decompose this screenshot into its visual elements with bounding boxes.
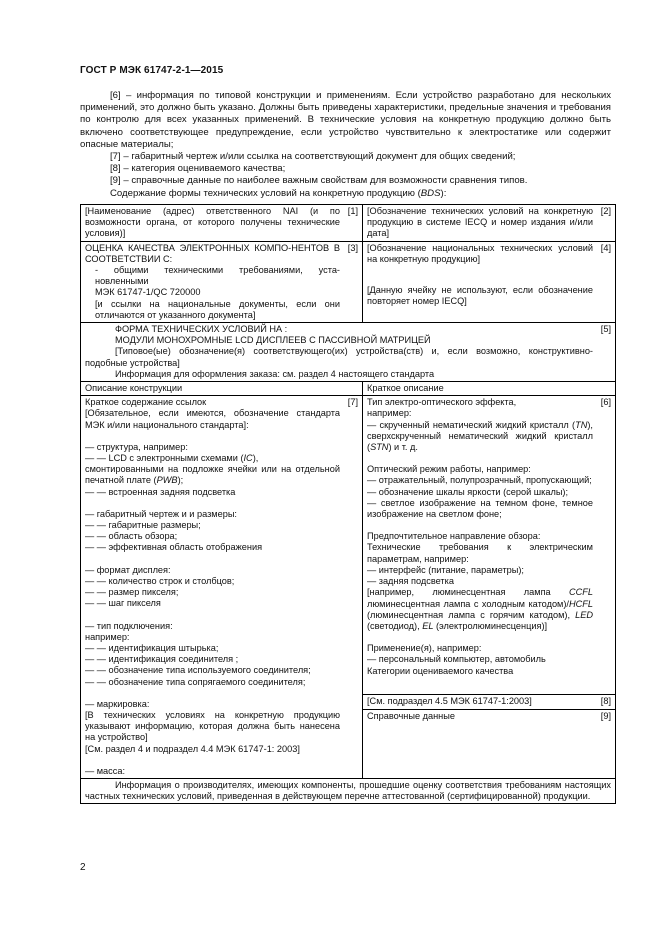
intro-item-6: [6] – информация по типовой конструкции и применениям. Если устройство разработано для нескольких применений, это должно быть указано. Должны быть приведены характеристики, предельные значения и требования по контролю для всех указанных применений. В технические условия на конкретную продукцию должно быть включено соответствующее предупреждение, если устройство чувствительно к электростатике или содержит опасные материалы; — [80, 90, 611, 150]
list-line — [367, 408, 593, 419]
list-line — [85, 397, 340, 408]
line-text: ) и т. д. — [388, 442, 418, 453]
list-line — [367, 587, 593, 632]
list-line — [367, 565, 593, 576]
line-text: Технические требования к электрическим параметрам, например: — [367, 542, 593, 564]
line-text: — — обозначение типа используемого соединителя; — [85, 665, 311, 676]
type-designation-text: [Типовое(ые) обозначение(я) соответствующего(их) устройства(ств) и, если возможно, конструктивно-подобные устройства] — [85, 346, 593, 368]
line-text: ); — [177, 475, 184, 486]
line-text: — формат дисплея: — [85, 564, 171, 575]
line-text: (светодиод), — [367, 620, 423, 631]
line-text: — отражательный, полупрозрачный, пропускающий; — [367, 475, 592, 486]
line-text: — — LCD с электронными схемами ( — [85, 453, 244, 464]
list-line — [367, 487, 593, 498]
description-cell — [363, 396, 616, 695]
line-text: — — шаг пикселя — [85, 598, 161, 609]
manufacturers-cell — [81, 778, 616, 803]
document-header: ГОСТ Р МЭК 61747-2-1—2015 — [80, 65, 224, 76]
line-text: — масса: — [85, 765, 126, 776]
line-text: ), — [252, 453, 259, 464]
list-line — [367, 453, 593, 464]
list-line — [85, 487, 340, 498]
ref-number: [8] — [600, 695, 611, 706]
line-text: Тип электро-оптического эффекта, — [367, 397, 517, 408]
list-line — [367, 420, 593, 454]
line-text: Категории оцениваемого качества — [367, 665, 514, 676]
line-text: — задняя подсветка — [367, 576, 454, 587]
national-spec-text: [Обозначение национальных технических условий на конкретную продукцию] — [367, 242, 593, 264]
list-line — [85, 699, 340, 710]
ref-number: [3] — [347, 242, 358, 253]
list-line — [85, 520, 340, 531]
spec-designation-text: [Обозначение технических условий на конкретную продукцию в системе IECQ и номер издания и/или дата] — [367, 206, 593, 239]
quality-line-3: [и ссылки на национальные документы, если они отличаются от указанного документа] — [95, 298, 340, 320]
national-spec-cell — [363, 241, 616, 322]
line-text: — персональный компьютер, автомобиль — [367, 654, 546, 665]
construction-header: Описание конструкции — [81, 382, 363, 396]
line-text: [Обязательное, если имеются, обозначение стандарта МЭК и/или национального стандарта]: — [85, 408, 340, 430]
list-line — [85, 632, 340, 643]
table-row-1 — [81, 205, 616, 242]
manufacturers-text: Информация о производителях, имеющих компоненты, прошедшие оценку соответствия требованиям настоящих частных технических условий, приведенная в действующем перечне аттестованной (сертифицированной) продукции. — [85, 779, 611, 802]
line-text: — маркировка: — [85, 698, 150, 709]
list-line — [367, 632, 593, 643]
line-text: — — область обзора; — [85, 531, 178, 542]
line-text: — — встроенная задняя подсветка — [85, 486, 236, 497]
list-line — [85, 576, 340, 587]
line-text: (электролюминесценция)] — [433, 620, 548, 631]
line-text: — — идентификация штырька; — [85, 642, 219, 653]
list-line — [85, 766, 340, 777]
intro-item-7: [7] – габаритный чертеж и/или ссылка на соответствующий документ для общих сведений; — [110, 151, 516, 163]
nai-text: [Наименование (адрес) ответственного NAI (и по возможности органа, от которого получены технические условия)] — [85, 206, 340, 239]
table-row-8 — [81, 778, 616, 803]
table-row-4 — [81, 382, 616, 396]
line-text: — — размер пикселя; — [85, 587, 179, 598]
line-text: Краткое содержание ссылок — [85, 397, 207, 408]
form-title-1: ФОРМА ТЕХНИЧЕСКИХ УСЛОВИЙ НА : — [115, 324, 288, 335]
line-text: — светлое изображение на темном фоне, темное изображение на светлом фоне; — [367, 497, 593, 520]
line-text: [См. раздел 4 и подраздел 4.4 МЭК 61747-1: 2003] — [85, 743, 300, 754]
list-line — [85, 554, 340, 565]
line-text: — тип подключения: — [85, 620, 173, 631]
page-number: 2 — [80, 862, 86, 873]
list-line — [367, 666, 593, 677]
intro-item-9: [9] – справочные данные по наиболее важным свойствам для возможности сравнения типов. — [110, 175, 528, 187]
italic-term: STN — [370, 442, 389, 453]
ref-number: [1] — [347, 206, 358, 216]
form-title-2: МОДУЛИ МОНОХРОМНЫЕ LCD ДИСПЛЕЕВ С ПАССИВНОЙ МАТРИЦЕЙ — [115, 335, 431, 346]
line-text: — скрученный нематический жидкий кристалл ( — [367, 419, 576, 430]
intro-item-8: [8] – категория оцениваемого качества; — [110, 163, 286, 175]
list-line — [85, 587, 340, 598]
line-text: Применение(я), например: — [367, 643, 482, 654]
list-line — [85, 710, 340, 744]
italic-term: PWB — [156, 475, 178, 486]
list-line — [367, 643, 593, 654]
ref-number: [9] — [600, 710, 611, 721]
list-line — [85, 598, 340, 609]
list-line — [367, 576, 593, 587]
caption-text: Содержание формы технических условий на конкретную продукцию ( — [110, 187, 421, 199]
list-line — [367, 464, 593, 475]
list-line — [85, 431, 340, 442]
list-line — [367, 397, 593, 408]
italic-term: TN — [575, 419, 588, 430]
line-text: — габаритный чертеж и и размеры: — [85, 508, 237, 519]
quality-line-1: - общими техническими требованиями, уста-новленными — [95, 265, 340, 287]
list-line — [85, 677, 340, 688]
line-text: Оптический режим работы, например: — [367, 464, 531, 475]
table-row-5 — [81, 396, 616, 695]
list-line — [367, 498, 593, 520]
line-text: — обозначение шкалы яркости (серой шкалы); — [367, 486, 569, 497]
construction-cell — [81, 396, 363, 779]
line-text: люминесцентная лампа с холодным катодом)/ — [367, 598, 569, 609]
quality-category-cell — [363, 694, 616, 709]
bds-form-table — [80, 204, 616, 804]
list-line — [85, 464, 340, 486]
list-line — [85, 408, 340, 430]
list-line — [367, 475, 593, 486]
reference-data-label: Справочные данные — [367, 710, 455, 721]
line-text: например: — [367, 408, 412, 419]
line-text: — — эффективная область отображения — [85, 542, 263, 553]
line-text: [например, люминесцентная лампа — [367, 587, 569, 598]
ref-number: [2] — [600, 206, 611, 216]
line-text: — — идентификация соединителя ; — [85, 654, 239, 665]
ref-number: [4] — [600, 242, 611, 253]
line-text: — — габаритные размеры; — [85, 520, 201, 531]
list-line — [85, 665, 340, 676]
list-line — [85, 453, 340, 464]
list-line — [85, 542, 340, 553]
list-line — [367, 542, 593, 564]
ordering-info: Информация для оформления заказа: см. раздел 4 настоящего стандарта — [115, 368, 435, 379]
table-row-3 — [81, 323, 616, 382]
national-spec-note: [Данную ячейку не используют, если обозначение повторяет номер IECQ] — [367, 285, 593, 307]
quality-assessment-cell — [81, 241, 363, 322]
description-list — [367, 397, 593, 676]
form-title-cell — [81, 323, 616, 382]
ref-number: [5] — [600, 324, 611, 335]
reference-data-cell — [363, 709, 616, 778]
italic-term: CCFL — [569, 587, 593, 598]
line-text: [В технических условиях на конкретную продукцию указывают информацию, которая должна быть нанесена на устройство] — [85, 709, 340, 743]
quality-category-ref: [См. подраздел 4.5 МЭК 61747-1:2003] — [367, 695, 532, 706]
intro-form-caption — [80, 188, 611, 200]
construction-list — [85, 397, 340, 777]
list-line — [85, 442, 340, 453]
line-text: ), сверхскрученный нематический жидкий кристалл ( — [367, 419, 593, 453]
list-line — [85, 755, 340, 766]
caption-end: ): — [440, 187, 447, 199]
line-text: — — количество строк и столбцов; — [85, 575, 235, 586]
ref-number: [6] — [600, 397, 611, 408]
italic-term: EL — [422, 620, 434, 631]
quality-line-2: МЭК 61747-1/QC 720000 — [95, 287, 201, 298]
line-text: Предпочтительное направление обзора: — [367, 531, 541, 542]
list-line — [85, 744, 340, 755]
caption-abbr: BDS — [420, 187, 441, 199]
spec-designation-cell — [363, 205, 616, 242]
list-line — [85, 610, 340, 621]
list-line — [85, 509, 340, 520]
line-text: например: — [85, 631, 130, 642]
brief-description-header: Краткое описание — [363, 382, 616, 396]
list-line — [85, 654, 340, 665]
list-line — [367, 520, 593, 531]
list-line — [85, 531, 340, 542]
line-text: (люминесцентная лампа с горячим катодом), — [367, 609, 576, 620]
intro-text — [80, 90, 611, 200]
nai-cell — [81, 205, 363, 242]
line-text: смонтированными на подложке ячейки или на отдельной печатной плате ( — [85, 464, 340, 486]
ref-number: [7] — [347, 397, 358, 408]
italic-term: HCFL — [569, 598, 593, 609]
italic-term: IC — [243, 453, 253, 464]
line-text: — структура, например: — [85, 441, 188, 452]
line-text: — — обозначение типа сопрягаемого соединителя; — [85, 676, 306, 687]
list-line — [85, 643, 340, 654]
list-line — [367, 531, 593, 542]
list-line — [85, 498, 340, 509]
list-line — [85, 565, 340, 576]
list-line — [85, 688, 340, 699]
table-row-2 — [81, 241, 616, 322]
line-text: — интерфейс (питание, параметры); — [367, 564, 524, 575]
list-line — [367, 654, 593, 665]
quality-title: ОЦЕНКА КАЧЕСТВА ЭЛЕКТРОННЫХ КОМПО-НЕНТОВ В СООТВЕТСТВИИ С: — [85, 242, 340, 264]
italic-term: LED — [575, 609, 593, 620]
list-line — [85, 621, 340, 632]
